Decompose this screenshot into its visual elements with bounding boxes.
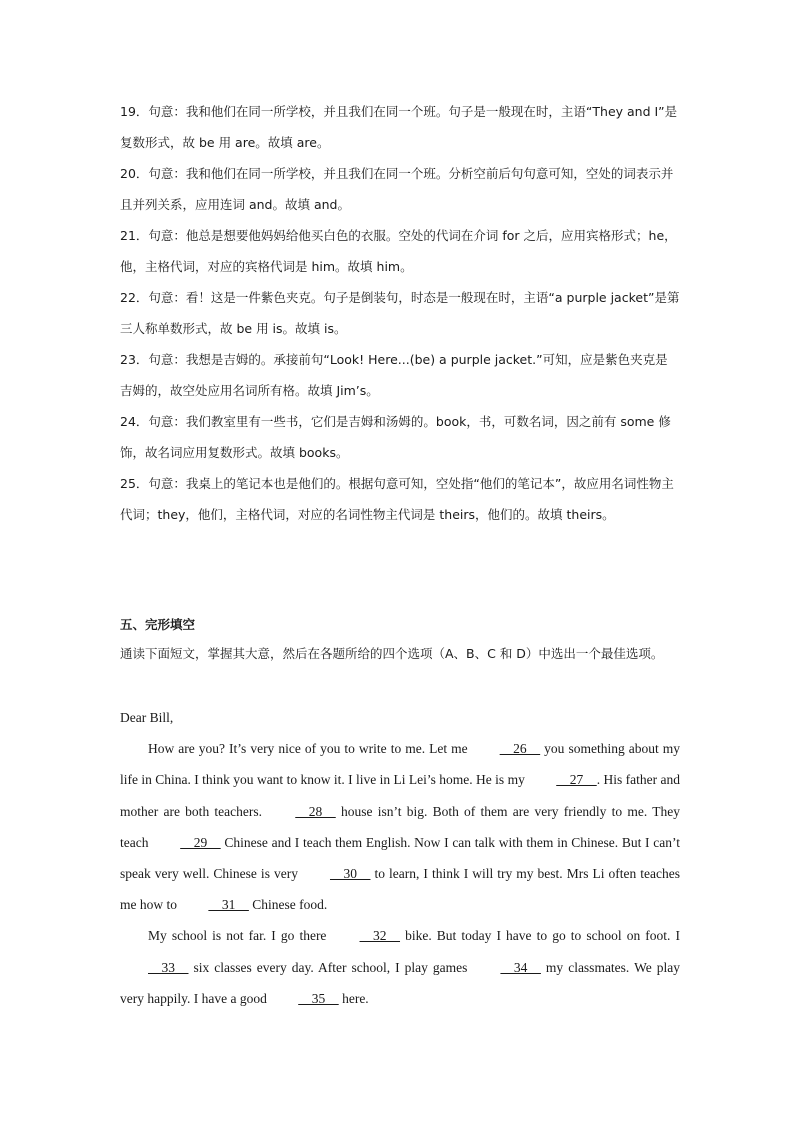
passage-text: Chinese and I teach them English. Now I can talk with them in Chinese. But I can’t speak very well. Chinese is very	[120, 834, 680, 882]
blank-28: 28	[295, 803, 336, 819]
blank-31: 31	[208, 897, 249, 913]
passage-paragraph-1	[120, 733, 680, 920]
passage-text: my classmates. We play very happily. I have a good	[120, 959, 680, 1006]
explanation-number: 25	[120, 476, 136, 491]
explanation-item	[120, 282, 680, 344]
blank-34: 34	[500, 959, 541, 975]
blank-33: 33	[148, 959, 189, 975]
explanation-item	[120, 468, 680, 530]
passage-text: to learn, I think I will try my best. Mrs Li often teaches me how to	[120, 866, 680, 913]
explanation-number: 24	[120, 414, 136, 429]
explanation-item	[120, 96, 680, 158]
explanation-number: 19	[120, 104, 136, 119]
cloze-passage	[120, 702, 680, 1014]
explanation-text: ．句意：看！这是一件紫色夹克。句子是倒装句，时态是一般现在时，主语“a purple jacket”是第三人称单数形式，故 be 用 is。故填 is。	[120, 290, 680, 336]
passage-text: . His father and mother are both teachers.	[120, 772, 680, 819]
explanation-text: ．句意：他总是想要他妈妈给他买白色的衣服。空处的代词在介词 for 之后，应用宾格形式；he，他，主格代词，对应的宾格代词是 him。故填 him。	[120, 228, 677, 274]
blank-32: 32	[359, 928, 401, 944]
passage-text: How are you? It’s very nice of you to write to me. Let me	[148, 741, 472, 757]
explanation-item	[120, 344, 680, 406]
passage-paragraph-2	[120, 920, 680, 1014]
section-heading: 五、完形填空	[120, 617, 196, 632]
blank-30: 30	[329, 866, 371, 882]
passage-text: Chinese food.	[248, 897, 328, 913]
passage-text: here.	[338, 990, 369, 1006]
explanation-item	[120, 158, 680, 220]
passage-text: you something about my life in China. I think you want to know it. I live in Li Lei’s home. He is my	[120, 741, 681, 788]
explanation-number: 23	[120, 352, 136, 367]
passage-text: bike. But today I have to go to school on foot. I	[400, 928, 680, 944]
explanation-text: ．句意：我和他们在同一所学校，并且我们在同一个班。分析空前后句句意可知，空处的词表示并且并列关系，应用连词 and。故填 and。	[120, 166, 674, 212]
blank-35: 35	[298, 990, 339, 1006]
section-instruction: 通读下面短文，掌握其大意，然后在各题所给的四个选项（A、B、C 和 D）中选出一个最佳选项。	[120, 646, 664, 661]
explanation-item	[120, 220, 680, 282]
explanation-text: ．句意：我们教室里有一些书，它们是吉姆和汤姆的。book，书，可数名词，因之前有 some 修饰，故名词应用复数形式。故填 books。	[120, 414, 671, 460]
explanation-text: ．句意：我想是吉姆的。承接前句“Look! Here...(be) a purple jacket.”可知，应是紫色夹克是吉姆的，故空处应用名词所有格。故填 Jim’s。	[120, 352, 668, 398]
passage-text: six classes every day. After school, I play games	[188, 959, 473, 975]
explanation-text: ．句意：我和他们在同一所学校，并且我们在同一个班。句子是一般现在时，主语“They and I”是复数形式，故 be 用 are。故填 are。	[120, 104, 678, 150]
explanation-text: ．句意：我桌上的笔记本也是他们的。根据句意可知，空处指“他们的笔记本”，故应用名词性物主代词；they，他们，主格代词，对应的名词性物主代词是 theirs，他们的。故填 theirs。	[120, 476, 674, 522]
blank-27: 27	[556, 772, 597, 788]
explanation-list	[120, 96, 680, 530]
explanation-number: 21	[120, 228, 136, 243]
explanation-number: 22	[120, 290, 136, 305]
blank-26: 26	[499, 741, 541, 757]
passage-text: My school is not far. I go there	[148, 928, 332, 944]
passage-text: house isn’t big. Both of them are very friendly to me. They teach	[120, 803, 680, 850]
explanation-item	[120, 406, 680, 468]
letter-salutation: Dear Bill,	[120, 710, 174, 725]
explanation-number: 20	[120, 166, 136, 181]
blank-29: 29	[180, 834, 221, 850]
